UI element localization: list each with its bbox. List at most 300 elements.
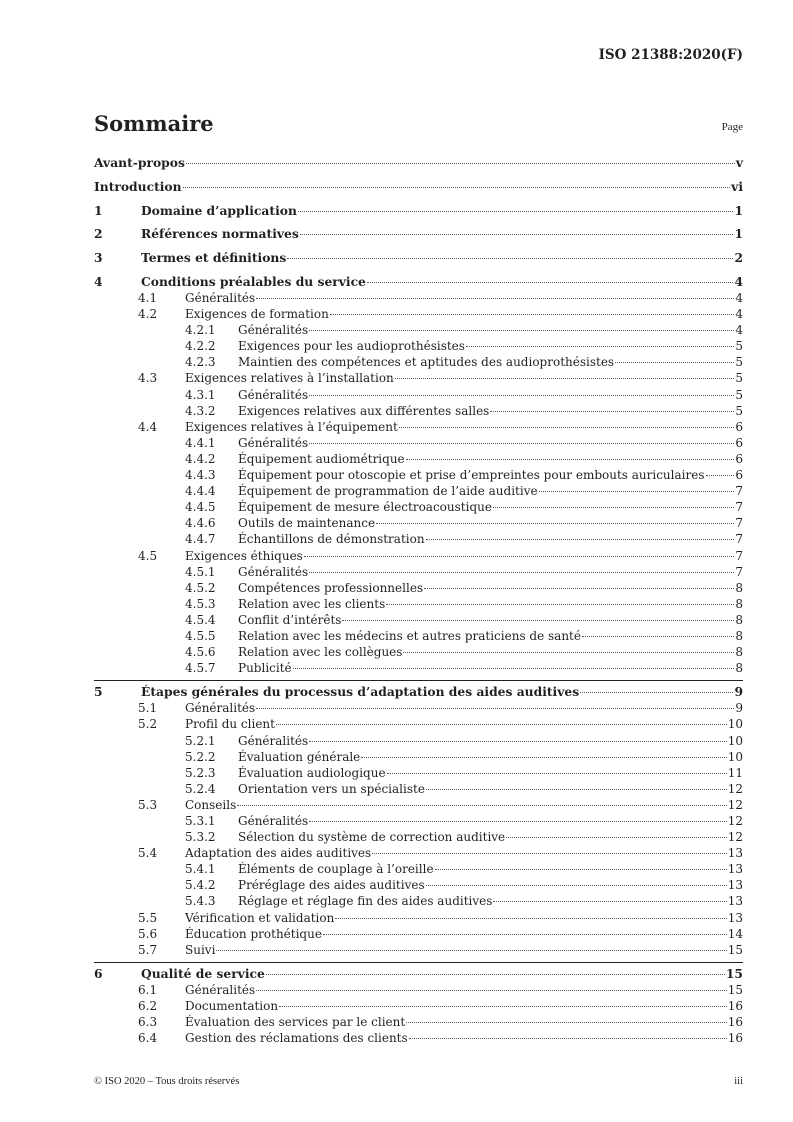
toc-entry-page: 16 (727, 999, 743, 1014)
toc-entry-line (238, 893, 743, 909)
toc-entry-title: Relation avec les médecins et autres praticiens de santé (238, 628, 581, 643)
toc-entry-page: 4 (735, 323, 743, 338)
toc-entry-page: 9 (734, 684, 743, 700)
toc-entry[interactable] (94, 749, 743, 765)
toc-entry-page: 13 (727, 894, 743, 909)
toc-dot-leader (237, 805, 726, 806)
toc-dot-leader (426, 789, 727, 790)
toc-entry[interactable] (94, 926, 743, 942)
toc-dot-leader (424, 588, 734, 589)
toc-entry-page: 7 (735, 516, 743, 531)
toc-entry-page: 12 (727, 830, 743, 845)
toc-entry-line (141, 684, 743, 700)
toc-gap (94, 266, 743, 274)
toc-entry-line (238, 564, 743, 580)
toc-entry-line (238, 580, 743, 596)
toc-entry[interactable] (94, 338, 743, 354)
toc-dot-leader (309, 443, 734, 444)
toc-entry-title: Conseils (185, 797, 237, 812)
toc-dot-leader (342, 620, 734, 621)
toc-entry-number: 5.5 (138, 910, 158, 925)
toc-entry-number: 4.5.4 (185, 612, 216, 627)
toc-entry-title: Généralités (238, 323, 309, 338)
toc-entry-line (185, 1014, 743, 1030)
toc-entry-line (238, 354, 743, 370)
toc-dot-leader (399, 427, 735, 428)
toc-entry-line (238, 861, 743, 877)
toc-entry[interactable] (94, 548, 743, 564)
toc-entry-title: Sélection du système de correction auditive (238, 830, 506, 845)
toc-entry-page: 4 (734, 273, 743, 289)
toc-entry-line (185, 910, 743, 926)
toc-entry-page: 1 (734, 202, 743, 218)
toc-entry-page: 4 (735, 291, 743, 305)
toc-entry-title: Généralités (185, 701, 256, 716)
toc-dot-leader (335, 918, 726, 919)
toc-entry-page: 6 (735, 451, 743, 466)
toc-entry-title: Relation avec les clients (238, 596, 386, 611)
toc-dot-leader (435, 869, 727, 870)
toc-dot-leader (256, 298, 734, 299)
toc-entry-line (141, 274, 743, 290)
toc-dot-leader (386, 604, 734, 605)
toc-entry[interactable] (94, 813, 743, 829)
toc-entry-title: Étapes générales du processus d’adaptation des aides auditives (141, 684, 580, 700)
toc-entry-number: 4.5.2 (185, 580, 216, 595)
toc-entry-title: Exigences éthiques (185, 548, 303, 563)
toc-dot-leader (279, 1006, 727, 1007)
toc-entry-line (185, 370, 743, 386)
toc-dot-leader (266, 974, 725, 975)
toc-entry-page: 12 (727, 781, 743, 796)
toc-entry-number: 4.2 (138, 307, 158, 322)
toc-entry[interactable] (94, 403, 743, 419)
toc-entry-page: 8 (735, 596, 743, 611)
toc-entry-title: Qualité de service (141, 965, 265, 981)
toc-entry-page: 11 (727, 765, 743, 780)
toc-entry-number: 6.2 (138, 999, 158, 1014)
toc-dot-leader (372, 853, 727, 854)
toc-entry-line (185, 1030, 743, 1046)
toc-entry-page: 8 (735, 612, 743, 627)
toc-entry-line (238, 644, 743, 660)
toc-entry-page: 5 (735, 387, 743, 402)
toc-entry[interactable] (94, 499, 743, 515)
toc-entry-title: Généralités (238, 733, 309, 748)
toc-entry-line (238, 515, 743, 531)
toc-entry-number: 5.4 (138, 846, 158, 861)
toc-entry-line (185, 716, 743, 732)
toc-entry-title: Termes et définitions (141, 250, 287, 266)
toc-entry-line (238, 387, 743, 403)
toc-entry[interactable] (94, 596, 743, 612)
toc-entry-title: Publicité (238, 661, 292, 676)
toc-entry[interactable] (94, 155, 743, 171)
toc-entry[interactable] (94, 226, 743, 242)
toc-entry[interactable] (94, 982, 743, 998)
toc-entry-page: 6 (735, 468, 743, 483)
toc-entry-page: 16 (727, 1015, 743, 1030)
toc-entry-line (238, 829, 743, 845)
toc-dot-leader (309, 821, 727, 822)
toc-entry-title: Avant-propos (94, 155, 185, 170)
toc-entry-title: Orientation vers un spécialiste (238, 781, 425, 796)
toc-entry-number: 4.3.1 (185, 387, 216, 402)
toc-entry-title: Équipement pour otoscopie et prise d’empreintes pour embouts auriculaires (238, 468, 705, 483)
toc-entry-title: Échantillons de démonstration (238, 532, 425, 547)
toc-entry-title: Généralités (185, 291, 256, 305)
toc-dot-leader (309, 741, 727, 742)
toc-entry-title: Vérification et validation (185, 910, 335, 925)
toc-entry-number: 5.2.1 (185, 733, 216, 748)
toc-dot-leader (293, 668, 735, 669)
toc-entry-line (185, 700, 743, 716)
toc-dot-leader (426, 539, 735, 540)
toc-dot-leader (300, 234, 734, 235)
toc-entry[interactable] (94, 660, 743, 676)
toc-entry-number: 4.2.3 (185, 355, 216, 370)
toc-entry[interactable] (94, 274, 743, 290)
toc-entry-line (238, 467, 743, 483)
toc-entry-line (185, 926, 743, 942)
toc-dot-leader (403, 652, 734, 653)
toc-dot-leader (216, 950, 726, 951)
toc-entry-line (238, 877, 743, 893)
toc-entry-title: Exigences de formation (185, 307, 329, 322)
toc-entry-number: 6.3 (138, 1015, 158, 1030)
footer-page-number: iii (734, 1076, 743, 1087)
toc-entry[interactable] (94, 564, 743, 580)
toc-gap (94, 242, 743, 250)
toc-dot-leader (395, 378, 735, 379)
toc-dot-leader (582, 636, 734, 637)
toc-entry-page: 10 (727, 717, 743, 732)
toc-entry-page: 13 (727, 846, 743, 861)
toc-entry-title: Documentation (185, 999, 279, 1014)
toc-entry-page: 14 (727, 926, 743, 941)
toc-entry[interactable] (94, 483, 743, 499)
toc-entry-page: vi (731, 178, 743, 194)
toc-entry-line (238, 749, 743, 765)
toc-entry[interactable] (94, 467, 743, 483)
toc-entry-title: Équipement de programmation de l’aide auditive (238, 484, 538, 499)
toc-entry-number: 4.4.2 (185, 451, 216, 466)
toc-entry-title: Évaluation des services par le client (185, 1015, 406, 1030)
toc-dot-leader (406, 1022, 727, 1023)
toc-entry-line (185, 942, 743, 958)
toc-entry-title: Généralités (185, 982, 256, 997)
toc-entry[interactable] (94, 179, 743, 195)
toc-entry[interactable] (94, 322, 743, 338)
toc-entry[interactable] (94, 203, 743, 219)
footer-copyright: © ISO 2020 – Tous droits réservés (94, 1076, 240, 1087)
toc-entry[interactable] (94, 306, 743, 322)
toc-entry-line (238, 813, 743, 829)
toc-entry-page: 5 (735, 355, 743, 370)
toc-entry-page: 12 (727, 797, 743, 812)
toc-entry-title: Préréglage des aides auditives (238, 878, 425, 893)
toc-entry-number: 4.4.4 (185, 484, 216, 499)
toc-entry[interactable] (94, 531, 743, 547)
toc-entry-line (238, 435, 743, 451)
toc-entry-line (238, 781, 743, 797)
toc-entry-line (238, 660, 743, 676)
toc-entry-title: Adaptation des aides auditives (185, 846, 372, 861)
toc-entry-number: 5.4.3 (185, 894, 216, 909)
toc-entry-title: Gestion des réclamations des clients (185, 1031, 408, 1046)
toc-entry-number: 4.5.1 (185, 564, 216, 579)
toc-dot-leader (490, 411, 734, 412)
toc-dot-leader (323, 934, 727, 935)
toc-dot-leader (387, 773, 727, 774)
toc-entry-line (141, 226, 743, 242)
toc-dot-leader (506, 837, 727, 838)
toc-entry-title: Exigences relatives aux différentes salles (238, 403, 490, 418)
toc-gap (94, 219, 743, 227)
toc-dot-leader (615, 362, 734, 363)
toc-entry-page: 5 (735, 403, 743, 418)
toc-entry-page: 6 (735, 435, 743, 450)
toc-entry-number: 1 (94, 202, 103, 218)
toc-entry-title: Références normatives (141, 226, 299, 242)
toc-entry-line (238, 733, 743, 749)
toc-entry[interactable] (94, 628, 743, 644)
toc-entry-title: Généralités (238, 814, 309, 828)
toc-section-rule (94, 962, 743, 963)
toc-entry-page: 5 (735, 339, 743, 354)
toc-entry-number: 5.3 (138, 797, 158, 812)
toc-entry-page: 10 (727, 733, 743, 748)
toc-entry[interactable] (94, 612, 743, 628)
toc-entry-page: 13 (727, 878, 743, 893)
toc-entry[interactable] (94, 290, 743, 306)
toc-entry-line (185, 306, 743, 322)
toc-entry-line (185, 548, 743, 564)
toc-entry-title: Maintien des compétences et aptitudes des audioprothésistes (238, 355, 615, 370)
toc-entry-line (238, 531, 743, 547)
toc-dot-leader (706, 475, 735, 476)
toc-entry[interactable] (94, 370, 743, 386)
toc-entry-page: 7 (735, 484, 743, 499)
toc-entry[interactable] (94, 829, 743, 845)
toc-entry-line (238, 483, 743, 499)
toc-entry[interactable] (94, 250, 743, 266)
toc-entry-line (238, 499, 743, 515)
toc-entry-line (185, 998, 743, 1014)
toc-entry[interactable] (94, 765, 743, 781)
toc-entry[interactable] (94, 684, 743, 700)
toc-entry-number: 5.4.2 (185, 878, 216, 893)
toc-entry-title: Domaine d’application (141, 202, 297, 218)
toc-entry-page: 7 (735, 564, 743, 579)
toc-entry-number: 4 (94, 273, 103, 289)
toc-entry[interactable] (94, 644, 743, 660)
toc-entry-number: 4.5 (138, 548, 158, 563)
toc-dot-leader (367, 282, 734, 283)
toc-entry-line (238, 338, 743, 354)
toc-entry[interactable] (94, 354, 743, 370)
toc-dot-leader (493, 507, 734, 508)
toc-entry-title: Compétences professionnelles (238, 580, 424, 595)
toc-entry-line (238, 403, 743, 419)
toc-entry[interactable] (94, 435, 743, 451)
toc-entry-number: 5.3.2 (185, 830, 216, 845)
toc-entry-title: Éléments de couplage à l’oreille (238, 862, 434, 877)
toc-gap (94, 171, 743, 179)
toc-entry-number: 4.4 (138, 419, 158, 434)
toc-dot-leader (539, 491, 735, 492)
toc-entry[interactable] (94, 1030, 743, 1046)
toc-dot-leader (298, 211, 734, 212)
toc-entry-number: 4.2.1 (185, 323, 216, 338)
toc-entry-title: Relation avec les collègues (238, 645, 403, 660)
toc-entry-line (238, 451, 743, 467)
toc-dot-leader (304, 556, 735, 557)
toc-entry-number: 6.1 (138, 982, 158, 997)
toc-entry-number: 3 (94, 250, 103, 266)
toc-entry-line (185, 797, 743, 813)
toc-dot-leader (256, 708, 734, 709)
toc-entry-number: 2 (94, 226, 103, 242)
toc-entry-number: 5.1 (138, 701, 158, 716)
toc-entry-page: 5 (735, 371, 743, 386)
toc-entry-page: 16 (727, 1031, 743, 1046)
toc-entry-number: 4.4.5 (185, 500, 216, 515)
toc-entry-number: 4.4.1 (185, 435, 216, 450)
toc-entry-number: 4.4.7 (185, 532, 216, 547)
toc-entry-number: 4.5.7 (185, 661, 216, 676)
toc-entry-page: 15 (727, 942, 743, 957)
toc-entry[interactable] (94, 733, 743, 749)
toc-entry-number: 4.3.2 (185, 403, 216, 418)
toc-entry-page: v (735, 155, 743, 170)
toc-dot-leader (309, 395, 734, 396)
toc-entry[interactable] (94, 781, 743, 797)
toc-entry-page: 8 (735, 645, 743, 660)
toc-entry-title: Introduction (94, 178, 182, 194)
toc-entry-page: 9 (735, 701, 743, 716)
toc-entry[interactable] (94, 893, 743, 909)
toc-entry[interactable] (94, 419, 743, 435)
toc-entry-page: 4 (735, 307, 743, 322)
toc-entry-title: Équipement de mesure électroacoustique (238, 500, 492, 515)
toc-dot-leader (309, 330, 734, 331)
page-title: Sommaire (94, 111, 214, 136)
toc-entry-title: Suivi (185, 942, 216, 957)
table-of-contents (94, 155, 743, 1046)
toc-entry-title: Outils de maintenance (238, 516, 376, 531)
toc-section-rule (94, 680, 743, 681)
toc-entry-line (94, 155, 743, 171)
toc-entry-page: 13 (727, 910, 743, 925)
toc-entry[interactable] (94, 700, 743, 716)
toc-entry-line (238, 628, 743, 644)
toc-entry-line (141, 966, 743, 982)
toc-entry-line (238, 596, 743, 612)
toc-entry-title: Évaluation générale (238, 749, 361, 764)
toc-dot-leader (183, 187, 731, 188)
toc-entry-number: 4.3 (138, 371, 158, 386)
toc-dot-leader (309, 572, 734, 573)
toc-entry-page: 6 (735, 419, 743, 434)
toc-entry-number: 5.6 (138, 926, 158, 941)
toc-entry-page: 1 (734, 226, 743, 242)
toc-dot-leader (466, 346, 734, 347)
toc-dot-leader (330, 314, 735, 315)
toc-entry[interactable] (94, 797, 743, 813)
toc-entry-title: Généralités (238, 387, 309, 402)
toc-entry[interactable] (94, 451, 743, 467)
toc-entry-number: 4.1 (138, 291, 158, 305)
toc-entry-number: 5.7 (138, 942, 158, 957)
toc-entry-title: Réglage et réglage fin des aides auditives (238, 894, 493, 909)
toc-entry-page: 8 (735, 628, 743, 643)
toc-entry-line (94, 179, 743, 195)
toc-entry-page: 15 (725, 965, 743, 981)
toc-entry-number: 4.5.6 (185, 645, 216, 660)
toc-entry[interactable] (94, 387, 743, 403)
toc-dot-leader (426, 885, 727, 886)
toc-entry-line (141, 250, 743, 266)
toc-entry-title: Exigences relatives à l’installation (185, 371, 394, 386)
toc-entry-page: 12 (727, 814, 743, 828)
toc-gap (94, 195, 743, 203)
toc-entry[interactable] (94, 966, 743, 982)
toc-entry-number: 5 (94, 684, 103, 700)
toc-entry-number: 6.4 (138, 1031, 158, 1046)
toc-entry-line (238, 612, 743, 628)
toc-entry-number: 5.2 (138, 717, 158, 732)
toc-entry-title: Évaluation audiologique (238, 765, 386, 780)
toc-entry[interactable] (94, 942, 743, 958)
toc-dot-leader (287, 258, 733, 259)
toc-entry-page: 7 (735, 532, 743, 547)
toc-entry-title: Éducation prothétique (185, 926, 322, 941)
toc-entry[interactable] (94, 845, 743, 861)
toc-entry-page: 2 (734, 250, 743, 266)
toc-entry[interactable] (94, 580, 743, 596)
toc-entry[interactable] (94, 1014, 743, 1030)
toc-dot-leader (361, 757, 726, 758)
toc-dot-leader (409, 1038, 727, 1039)
toc-entry-number: 4.5.3 (185, 596, 216, 611)
toc-entry-title: Conflit d’intérêts (238, 612, 342, 627)
toc-entry-number: 4.5.5 (185, 628, 216, 643)
header-document-id: ISO 21388:2020(F) (598, 47, 743, 63)
toc-entry-line (238, 322, 743, 338)
toc-entry-line (185, 419, 743, 435)
toc-entry-title: Équipement audiométrique (238, 451, 405, 466)
toc-entry[interactable] (94, 716, 743, 732)
toc-entry[interactable] (94, 861, 743, 877)
toc-dot-leader (580, 692, 733, 693)
toc-entry-title: Profil du client (185, 717, 275, 732)
toc-entry-line (141, 203, 743, 219)
toc-entry-page: 13 (727, 862, 743, 877)
toc-entry-page: 8 (735, 661, 743, 676)
toc-entry-number: 4.4.6 (185, 516, 216, 531)
toc-dot-leader (376, 523, 734, 524)
toc-entry[interactable] (94, 877, 743, 893)
toc-entry[interactable] (94, 515, 743, 531)
toc-entry-number: 5.3.1 (185, 814, 216, 828)
toc-entry-line (185, 982, 743, 998)
toc-entry-line (238, 765, 743, 781)
toc-entry[interactable] (94, 910, 743, 926)
toc-dot-leader (186, 163, 735, 164)
toc-entry-title: Exigences relatives à l’équipement (185, 419, 398, 434)
toc-entry[interactable] (94, 998, 743, 1014)
